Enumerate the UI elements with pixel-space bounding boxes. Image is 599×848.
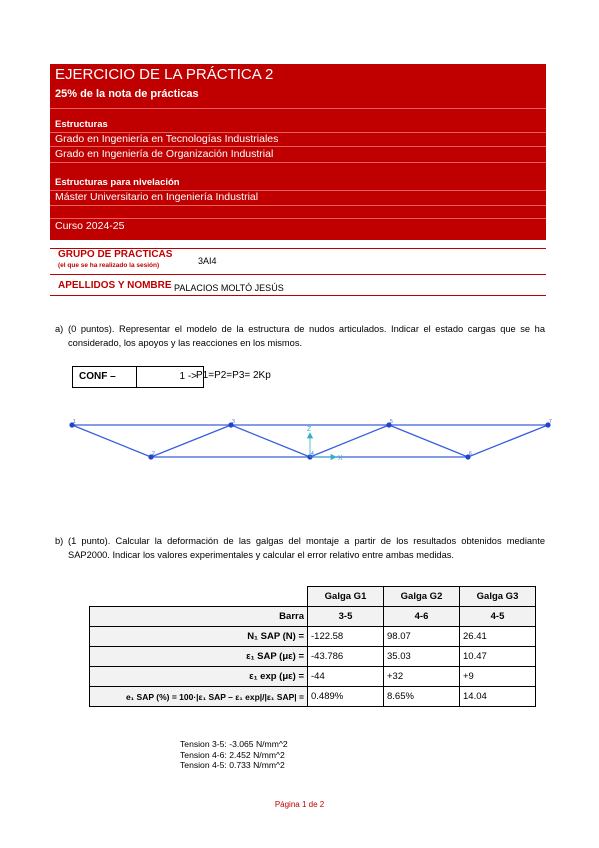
axis-x-label: X (338, 455, 343, 462)
truss-node-label: 5 (390, 419, 393, 425)
header-g3: Galga G3 (460, 587, 536, 607)
cell: -122.58 (308, 627, 384, 647)
question-a-text: (0 puntos). Representar el modelo de la estructura de nudos articulados. Indicar el estado cargas que se ha considerado, los apoyos y las reacciones en los mismos. (68, 324, 545, 348)
cell: 98.07 (384, 627, 460, 647)
truss-node-label: 6 (469, 451, 472, 457)
table-row (90, 607, 536, 627)
row-label-axial: N₁ SAP (N) = (90, 627, 308, 647)
truss-node-label: 7 (549, 419, 552, 425)
group-value: 3AI4 (198, 256, 217, 266)
degree-line-2: Grado en Ingeniería de Organización Industrial (55, 148, 274, 160)
axis-z-label: Z (307, 426, 312, 433)
student-name: PALACIOS MOLTÓ JESÚS (174, 283, 284, 293)
cell: 35.03 (384, 647, 460, 667)
load-description: P1=P2=P3= 2Kp (196, 370, 271, 381)
student-label: APELLIDOS Y NOMBRE (58, 280, 172, 291)
row-label-error: e₁ SAP (%) = 100·|ε₁ SAP – ε₁ exp|/|ε₁ SAP| = (90, 687, 308, 707)
truss-node-label: 2 (152, 451, 155, 457)
gauge-table (89, 586, 536, 707)
axis-x-arrow (331, 455, 336, 460)
group-note: (el que se ha realizado la sesión) (58, 262, 160, 269)
section2-title: Estructuras para nivelación (55, 177, 180, 188)
cell: 10.47 (460, 647, 536, 667)
question-b (55, 534, 545, 562)
truss-member (231, 425, 310, 457)
table-row (90, 667, 536, 687)
tension-4-6: Tension 4-6: 2.452 N/mm^2 (180, 749, 285, 760)
group-label: GRUPO DE PRÁCTICAS (58, 249, 173, 260)
cell: -44 (308, 667, 384, 687)
cell: 8.65% (384, 687, 460, 707)
question-a-lead: a) (55, 324, 64, 334)
cell: +32 (384, 667, 460, 687)
truss-node-label: 1 (73, 419, 76, 425)
table-row (90, 647, 536, 667)
master-line: Máster Universitario en Ingeniería Industrial (55, 191, 259, 203)
row-label-barra: Barra (90, 607, 308, 627)
tension-notes (180, 739, 288, 771)
section1-title: Estructuras (55, 119, 108, 130)
axis-z-arrow (308, 433, 313, 438)
cell: 4-6 (384, 607, 460, 627)
cell: 3-5 (308, 607, 384, 627)
row-label-strain-exp: ε₁ exp (με) = (90, 667, 308, 687)
question-b-text: (1 punto). Calcular la deformación de las galgas del montaje a partir de los resultados obtenidos mediante SAP2000. Indicar los valores experimentales y calcular el error relativo entre ambas medidas. (68, 536, 545, 560)
cell: 0.489% (308, 687, 384, 707)
page-footer: Página 1 de 2 (274, 800, 325, 809)
cell: 14.04 (460, 687, 536, 707)
cell: 26.41 (460, 627, 536, 647)
header-g2: Galga G2 (384, 587, 460, 607)
page-title: EJERCICIO DE LA PRÁCTICA 2 (55, 66, 274, 83)
truss-node-label: 4 (311, 451, 314, 457)
course-line: Curso 2024-25 (55, 220, 125, 232)
truss-node-label: 3 (232, 419, 235, 425)
question-b-lead: b) (55, 536, 64, 546)
table-row (90, 627, 536, 647)
header-g1: Galga G1 (308, 587, 384, 607)
cell: -43.786 (308, 647, 384, 667)
degree-line-1: Grado en Ingeniería en Tecnologías Industriales (55, 133, 279, 145)
table-row (90, 687, 536, 707)
truss-member (151, 425, 231, 457)
truss-member (310, 425, 389, 457)
page-subtitle: 25% de la nota de prácticas (55, 88, 199, 100)
row-label-strain-sap: ε₁ SAP (με) = (90, 647, 308, 667)
conf-label: CONF – (73, 367, 137, 387)
conf-value: 1 -> (179, 371, 197, 382)
tension-3-5: Tension 3-5: -3.065 N/mm^2 (180, 739, 288, 749)
cell: 4-5 (460, 607, 536, 627)
cell: +9 (460, 667, 536, 687)
truss-member (468, 425, 548, 457)
truss-member (389, 425, 468, 457)
tension-4-5: Tension 4-5: 0.733 N/mm^2 (180, 760, 285, 770)
truss-member (72, 425, 151, 457)
